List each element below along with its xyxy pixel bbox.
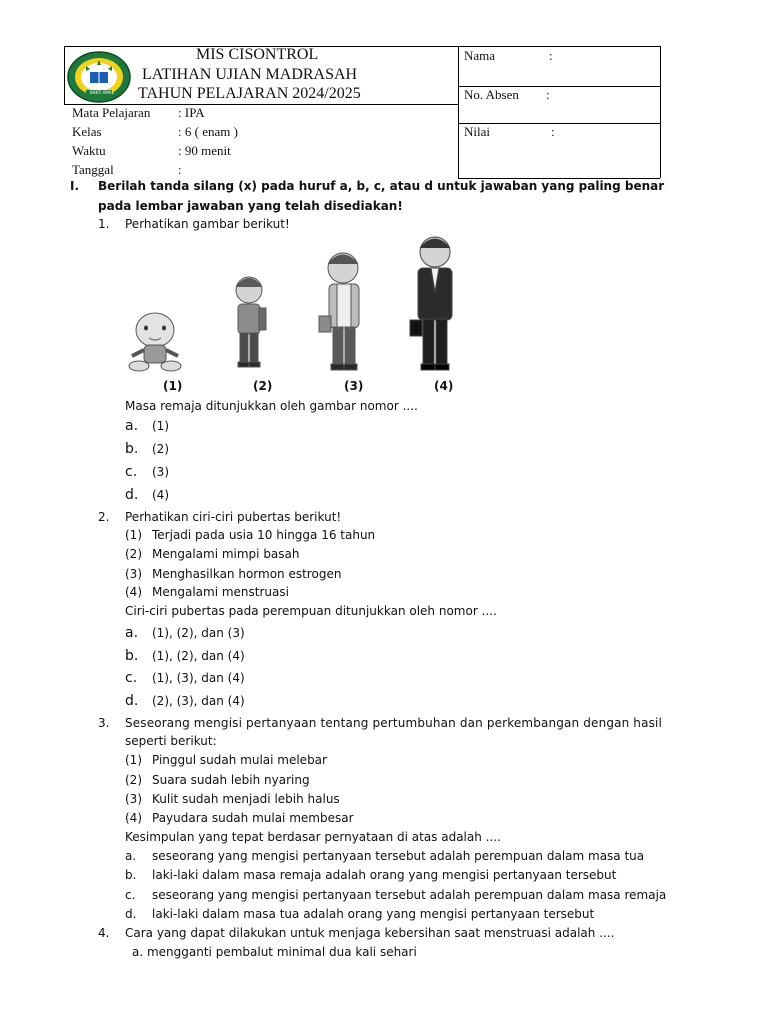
q1-question: Masa remaja ditunjukkan oleh gambar nomor .... (125, 399, 418, 413)
q3-item-2-num: (2) (125, 773, 142, 787)
q3-item-3-text: Kulit sudah menjadi lebih halus (152, 792, 340, 806)
info-label-time: Waktu (72, 143, 106, 158)
info-label-subject: Mata Pelajaran (72, 105, 151, 120)
q2-option-c-text: (1), (3), dan (4) (152, 671, 245, 685)
q3-option-d-text: laki-laki dalam masa tua adalah orang yang mengisi pertanyaan tersebut (152, 907, 595, 921)
info-value-class: : 6 ( enam ) (178, 124, 238, 139)
q4-number: 4. (98, 926, 110, 940)
q2-option-a-letter[interactable]: a. (125, 625, 139, 641)
q2-item-4-num: (4) (125, 585, 142, 599)
q1-option-d-letter[interactable]: d. (125, 487, 139, 503)
q2-question: Ciri-ciri pubertas pada perempuan ditunjukkan oleh nomor .... (125, 604, 497, 618)
q3-item-1-num: (1) (125, 753, 142, 767)
q2-option-d-text: (2), (3), dan (4) (152, 694, 245, 708)
q2-item-4-text: Mengalami menstruasi (152, 585, 289, 599)
q1-option-d-text: (4) (152, 488, 169, 502)
q2-item-1-text: Terjadi pada usia 10 hingga 16 tahun (152, 528, 376, 542)
q3-item-4-num: (4) (125, 811, 142, 825)
exam-title: LATIHAN UJIAN MADRASAH (142, 66, 358, 83)
q3-option-d-letter[interactable]: d. (125, 907, 137, 921)
q2-item-3-num: (3) (125, 567, 142, 581)
q3-number: 3. (98, 716, 110, 730)
section-number: I. (70, 179, 80, 193)
q2-item-1-num: (1) (125, 528, 142, 542)
q1-option-c-letter[interactable]: c. (125, 464, 138, 480)
figure-label-2: (2) (253, 379, 273, 393)
figure-label-1: (1) (163, 379, 183, 393)
field-label-absen: No. Absen (464, 87, 519, 102)
q2-option-a-text: (1), (2), dan (3) (152, 626, 245, 640)
field-label-score: Nilai (464, 124, 490, 139)
school-name: MIS CISONTROL (196, 46, 319, 63)
q3-option-a-text: seseorang yang mengisi pertanyaan tersebut adalah perempuan dalam masa tua (152, 849, 645, 863)
teen-illustration (319, 253, 359, 370)
q1-option-a-letter[interactable]: a. (125, 418, 139, 434)
q3-option-c-letter[interactable]: c. (125, 888, 136, 902)
adult-illustration (410, 237, 452, 370)
q4-option-a[interactable]: a. mengganti pembalut minimal dua kali sehari (132, 945, 417, 959)
q3-option-c-text: seseorang yang mengisi pertanyaan tersebut adalah perempuan dalam masa remaja (152, 888, 667, 902)
q3-option-b-text: laki-laki dalam masa remaja adalah orang yang mengisi pertanyaan tersebut (152, 868, 617, 882)
figure-label-3: (3) (344, 379, 364, 393)
q4-text: Cara yang dapat dilakukan untuk menjaga kebersihan saat menstruasi adalah .... (125, 926, 615, 940)
q2-number: 2. (98, 510, 110, 524)
q2-option-b-letter[interactable]: b. (125, 648, 139, 664)
info-label-date: Tanggal (72, 162, 114, 177)
q1-option-a-text: (1) (152, 419, 169, 433)
q1-text: Perhatikan gambar berikut! (125, 217, 290, 231)
q3-option-b-letter[interactable]: b. (125, 868, 137, 882)
q1-option-c-text: (3) (152, 465, 169, 479)
child-illustration (236, 277, 266, 367)
q1-option-b-letter[interactable]: b. (125, 441, 139, 457)
field-value-absen[interactable]: : (546, 87, 550, 102)
logo-text: BAKTI AMAL (90, 90, 114, 95)
growth-stages-figure (125, 232, 485, 374)
q1-option-b-text: (2) (152, 442, 169, 456)
q3-item-3-num: (3) (125, 792, 142, 806)
school-year: TAHUN PELAJARAN 2024/2025 (138, 85, 361, 102)
field-value-name[interactable]: : (549, 48, 553, 63)
q2-text: Perhatikan ciri-ciri pubertas berikut! (125, 510, 342, 524)
info-label-class: Kelas (72, 124, 102, 139)
q3-question: Kesimpulan yang tepat berdasar pernyataan di atas adalah .... (125, 830, 501, 844)
field-value-score[interactable]: : (551, 124, 555, 139)
q3-line2: seperti berikut: (125, 734, 217, 748)
info-value-subject: : IPA (178, 105, 205, 120)
q3-line1: Seseorang mengisi pertanyaan tentang pertumbuhan dan perkembangan dengan hasil (125, 716, 662, 730)
q3-item-1-text: Pinggul sudah mulai melebar (152, 753, 327, 767)
q3-item-4-text: Payudara sudah mulai membesar (152, 811, 354, 825)
q2-option-d-letter[interactable]: d. (125, 693, 139, 709)
q3-option-a-letter[interactable]: a. (125, 849, 137, 863)
q2-item-3-text: Menghasilkan hormon estrogen (152, 567, 342, 581)
baby-illustration (129, 313, 181, 371)
q2-option-c-letter[interactable]: c. (125, 670, 138, 686)
field-label-name: Nama (464, 48, 496, 63)
school-logo (66, 50, 132, 104)
q2-item-2-text: Mengalami mimpi basah (152, 547, 300, 561)
section-instruction-line2: pada lembar jawaban yang telah disediakan! (98, 199, 403, 213)
figure-label-4: (4) (434, 379, 454, 393)
q2-item-2-num: (2) (125, 547, 142, 561)
info-value-date: : (178, 162, 182, 177)
q2-option-b-text: (1), (2), dan (4) (152, 649, 245, 663)
q3-item-2-text: Suara sudah lebih nyaring (152, 773, 310, 787)
info-value-time: : 90 menit (178, 143, 231, 158)
q1-number: 1. (98, 217, 110, 231)
section-instruction-line1: Berilah tanda silang (x) pada huruf a, b, c, atau d untuk jawaban yang paling benar (98, 179, 665, 193)
